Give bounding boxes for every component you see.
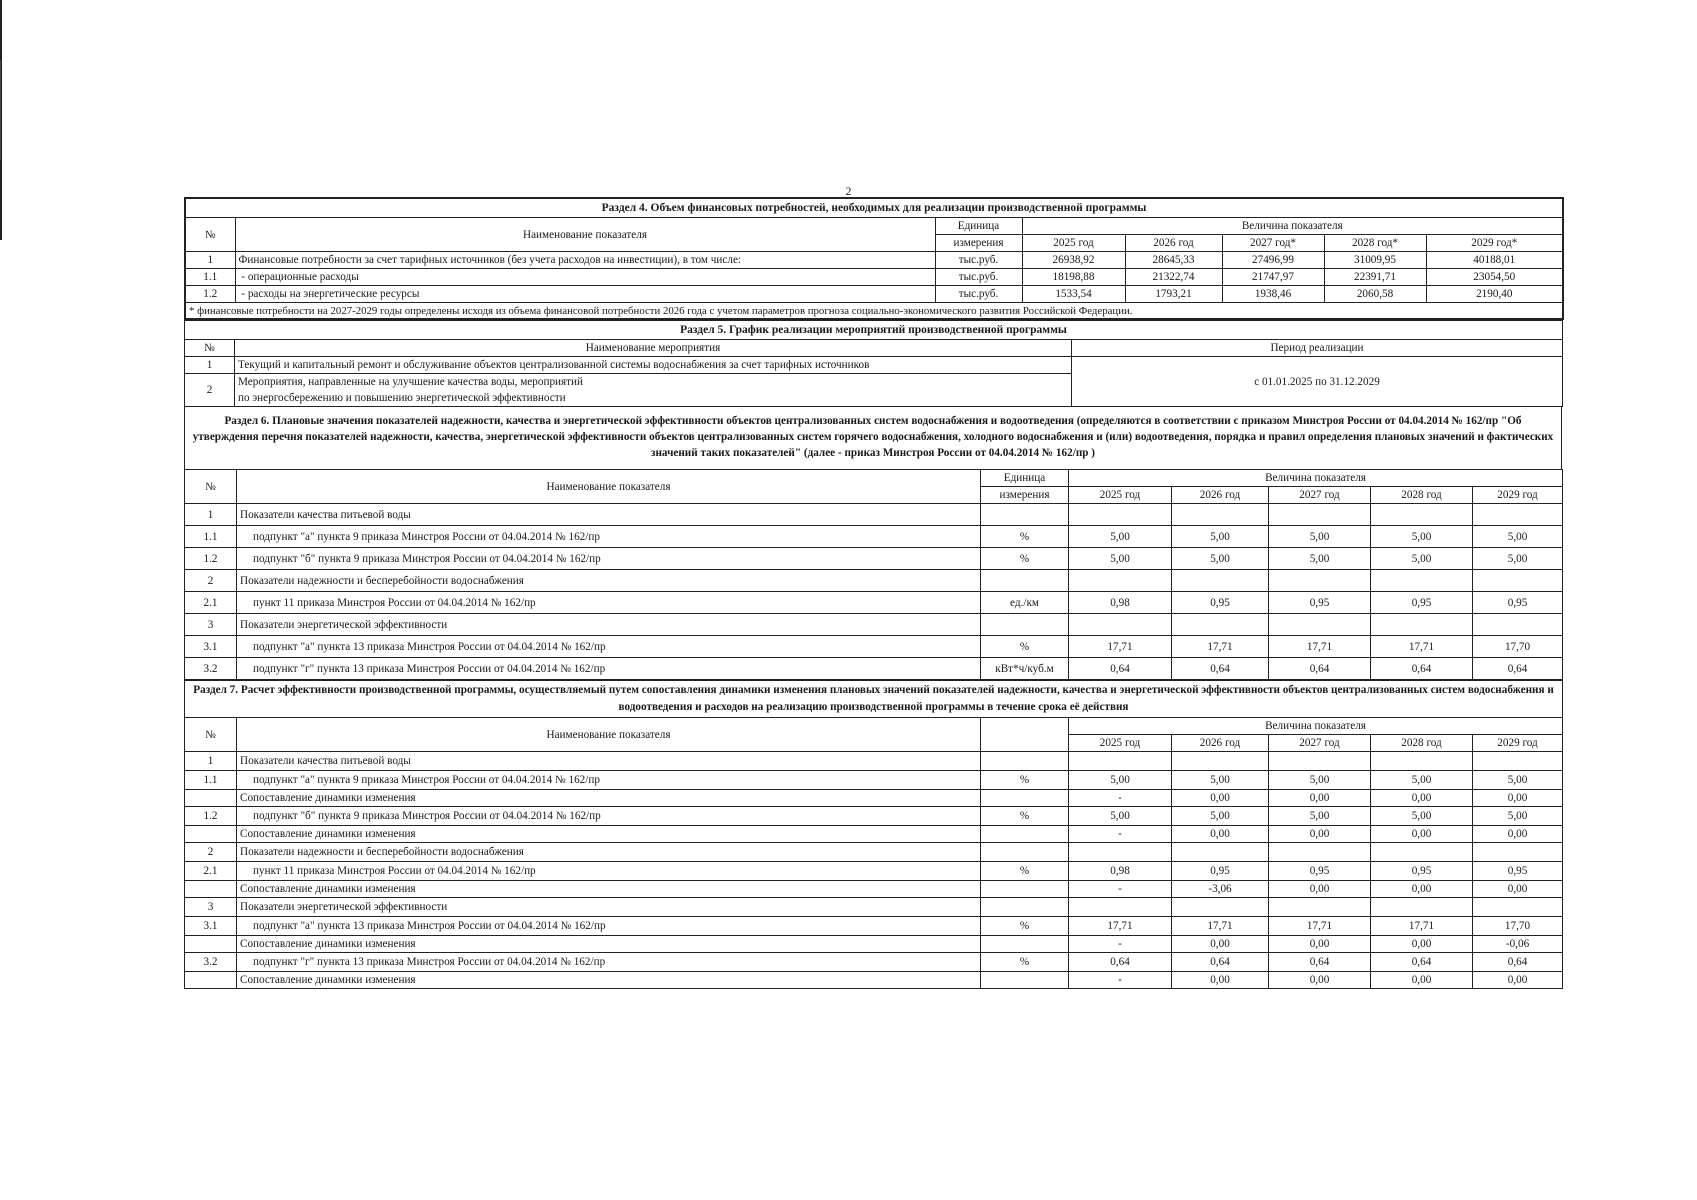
row-name: пункт 11 приказа Минстроя России от 04.04.2014 № 162/пр bbox=[237, 592, 981, 614]
row-name: Показатели надежности и бесперебойности водоснабжения bbox=[237, 570, 981, 592]
row-num: 2 bbox=[185, 843, 237, 862]
compare-label: Сопоставление динамики изменения bbox=[237, 826, 981, 843]
row-value: 5,00 bbox=[1172, 548, 1269, 570]
row-value: 0,95 bbox=[1371, 862, 1473, 881]
row-num: 2.1 bbox=[185, 592, 237, 614]
row-unit bbox=[981, 898, 1069, 917]
table-row bbox=[185, 790, 1563, 807]
row-unit bbox=[981, 843, 1069, 862]
row-value: 5,00 bbox=[1269, 526, 1371, 548]
section6-rows bbox=[185, 504, 1563, 680]
row-value: 0,95 bbox=[1172, 862, 1269, 881]
section6-year: 2027 год bbox=[1269, 487, 1371, 504]
row-value bbox=[1069, 898, 1172, 917]
row-name: подпункт "б" пункта 9 приказа Минстроя России от 04.04.2014 № 162/пр bbox=[237, 548, 981, 570]
compare-label: Сопоставление динамики изменения bbox=[237, 972, 981, 989]
table-row bbox=[185, 357, 1563, 374]
compare-value: 0,00 bbox=[1172, 826, 1269, 843]
row-value: 23054,50 bbox=[1426, 269, 1563, 286]
row-value bbox=[1172, 898, 1269, 917]
table-row bbox=[185, 286, 1563, 303]
row-value: 5,00 bbox=[1172, 807, 1269, 826]
section5-col-name: Наименование мероприятия bbox=[235, 340, 1072, 357]
row-unit: кВт*ч/куб.м bbox=[981, 658, 1069, 680]
section7-year: 2029 год bbox=[1473, 735, 1563, 752]
row-value: 0,95 bbox=[1473, 592, 1563, 614]
section5-period: с 01.01.2025 по 31.12.2029 bbox=[1072, 357, 1563, 407]
row-name: - расходы на энергетические ресурсы bbox=[235, 286, 935, 303]
row-value: 2190,40 bbox=[1426, 286, 1563, 303]
row-value: 5,00 bbox=[1269, 807, 1371, 826]
compare-value: 0,00 bbox=[1473, 826, 1563, 843]
row-value bbox=[1371, 570, 1473, 592]
section6-col-value: Величина показателя bbox=[1069, 470, 1563, 487]
section6-col-unit-1: Единица bbox=[981, 470, 1069, 487]
row-value bbox=[1269, 898, 1371, 917]
row-num: 1 bbox=[185, 504, 237, 526]
row-unit bbox=[981, 790, 1069, 807]
row-value: 5,00 bbox=[1069, 526, 1172, 548]
row-num: 2.1 bbox=[185, 862, 237, 881]
row-name: подпункт "а" пункта 9 приказа Минстроя России от 04.04.2014 № 162/пр bbox=[237, 526, 981, 548]
table-row bbox=[185, 771, 1563, 790]
row-num: 1 bbox=[185, 752, 237, 771]
section4-col-unit-2: измерения bbox=[935, 235, 1022, 252]
compare-value: 0,00 bbox=[1269, 936, 1371, 953]
compare-label: Сопоставление динамики изменения bbox=[237, 936, 981, 953]
row-num: 3 bbox=[185, 898, 237, 917]
compare-value: 0,00 bbox=[1269, 881, 1371, 898]
row-value: 17,71 bbox=[1172, 636, 1269, 658]
section5-col-period: Период реализации bbox=[1072, 340, 1563, 357]
table-row bbox=[185, 862, 1563, 881]
row-value: 26938,92 bbox=[1022, 252, 1125, 269]
row-value: 0,64 bbox=[1269, 658, 1371, 680]
row-unit: ед./км bbox=[981, 592, 1069, 614]
section7-year: 2025 год bbox=[1069, 735, 1172, 752]
table-row bbox=[185, 526, 1563, 548]
row-name-line-2: по энергосбережению и повышению энергетической эффективности bbox=[238, 392, 566, 404]
row-value: 5,00 bbox=[1269, 548, 1371, 570]
row-num: 1.2 bbox=[185, 807, 237, 826]
table-row bbox=[185, 917, 1563, 936]
row-num: 1.1 bbox=[185, 526, 237, 548]
row-value: 0,64 bbox=[1371, 953, 1473, 972]
table-row bbox=[185, 953, 1563, 972]
row-num: 1 bbox=[185, 357, 235, 374]
row-value: 5,00 bbox=[1069, 807, 1172, 826]
section4-table bbox=[184, 197, 1564, 320]
row-value bbox=[1473, 843, 1563, 862]
row-unit: % bbox=[981, 548, 1069, 570]
table-row bbox=[185, 570, 1563, 592]
row-value bbox=[1172, 570, 1269, 592]
table-row bbox=[185, 636, 1563, 658]
row-unit: тыс.руб. bbox=[935, 252, 1022, 269]
section6-col-name: Наименование показателя bbox=[237, 470, 981, 504]
row-num: 3.1 bbox=[185, 917, 237, 936]
section6-year: 2029 год bbox=[1473, 487, 1563, 504]
row-num: 1.1 bbox=[185, 269, 235, 286]
section4-col-value: Величина показателя bbox=[1022, 218, 1563, 235]
row-unit bbox=[981, 614, 1069, 636]
row-value: 0,95 bbox=[1371, 592, 1473, 614]
row-value: 17,71 bbox=[1269, 636, 1371, 658]
row-value: 2060,58 bbox=[1324, 286, 1426, 303]
row-value: 17,71 bbox=[1172, 917, 1269, 936]
section6-table bbox=[184, 469, 1563, 680]
section7-year: 2026 год bbox=[1172, 735, 1269, 752]
row-unit: % bbox=[981, 771, 1069, 790]
row-name-line-1: Мероприятия, направленные на улучшение качества воды, мероприятий bbox=[238, 376, 584, 388]
row-value bbox=[1473, 898, 1563, 917]
row-value: 21322,74 bbox=[1125, 269, 1222, 286]
row-name: подпункт "а" пункта 13 приказа Минстроя России от 04.04.2014 № 162/пр bbox=[237, 636, 981, 658]
row-unit bbox=[981, 826, 1069, 843]
row-unit: тыс.руб. bbox=[935, 286, 1022, 303]
section6-year: 2025 год bbox=[1069, 487, 1172, 504]
table-row bbox=[185, 252, 1563, 269]
compare-value: - bbox=[1069, 826, 1172, 843]
row-value: 0,95 bbox=[1269, 592, 1371, 614]
row-value: 5,00 bbox=[1473, 807, 1563, 826]
row-num: 3.2 bbox=[185, 953, 237, 972]
row-value: 5,00 bbox=[1371, 526, 1473, 548]
row-value bbox=[1069, 570, 1172, 592]
row-value: 5,00 bbox=[1172, 771, 1269, 790]
compare-value: 0,00 bbox=[1473, 881, 1563, 898]
row-value: 5,00 bbox=[1473, 526, 1563, 548]
row-value: 18198,88 bbox=[1022, 269, 1125, 286]
row-unit: % bbox=[981, 953, 1069, 972]
compare-value: -3,06 bbox=[1172, 881, 1269, 898]
row-name: подпункт "а" пункта 13 приказа Минстроя России от 04.04.2014 № 162/пр bbox=[237, 917, 981, 936]
row-value bbox=[1269, 614, 1371, 636]
row-unit: % bbox=[981, 862, 1069, 881]
row-unit: % bbox=[981, 807, 1069, 826]
row-name: Показатели качества питьевой воды bbox=[237, 504, 981, 526]
table-row bbox=[185, 752, 1563, 771]
row-value: 1533,54 bbox=[1022, 286, 1125, 303]
compare-value: 0,00 bbox=[1371, 826, 1473, 843]
row-name: подпункт "а" пункта 9 приказа Минстроя России от 04.04.2014 № 162/пр bbox=[237, 771, 981, 790]
section6-col-num: № bbox=[185, 470, 237, 504]
compare-value: 0,00 bbox=[1371, 972, 1473, 989]
section7-rows bbox=[185, 752, 1563, 989]
row-value bbox=[1269, 752, 1371, 771]
row-value bbox=[1371, 898, 1473, 917]
row-num bbox=[185, 826, 237, 843]
compare-value: 0,00 bbox=[1371, 790, 1473, 807]
compare-value: 0,00 bbox=[1371, 936, 1473, 953]
compare-value: 0,00 bbox=[1172, 790, 1269, 807]
row-value bbox=[1371, 843, 1473, 862]
compare-value: - bbox=[1069, 936, 1172, 953]
section4-col-name: Наименование показателя bbox=[235, 218, 935, 252]
section4-year-2026: 2026 год bbox=[1125, 235, 1222, 252]
section4-year-2028: 2028 год* bbox=[1324, 235, 1426, 252]
row-value: 5,00 bbox=[1371, 548, 1473, 570]
row-value: 40188,01 bbox=[1426, 252, 1563, 269]
row-value bbox=[1269, 570, 1371, 592]
row-num: 1.2 bbox=[185, 548, 237, 570]
row-value: 0,64 bbox=[1371, 658, 1473, 680]
row-name: Показатели надежности и бесперебойности водоснабжения bbox=[237, 843, 981, 862]
row-name: Текущий и капитальный ремонт и обслуживание объектов централизованной системы водоснабжения за счет тарифных источников bbox=[235, 357, 1072, 374]
row-value: 0,98 bbox=[1069, 592, 1172, 614]
row-value: 5,00 bbox=[1473, 548, 1563, 570]
row-value: 17,71 bbox=[1371, 917, 1473, 936]
compare-value: 0,00 bbox=[1269, 790, 1371, 807]
table-row bbox=[185, 658, 1563, 680]
row-value: 5,00 bbox=[1473, 771, 1563, 790]
section7-col-value: Величина показателя bbox=[1069, 718, 1563, 735]
section7-col-unit bbox=[981, 718, 1069, 752]
row-unit bbox=[981, 936, 1069, 953]
compare-value: 0,00 bbox=[1371, 881, 1473, 898]
row-value bbox=[1069, 752, 1172, 771]
compare-value: 0,00 bbox=[1172, 936, 1269, 953]
row-value: 0,64 bbox=[1172, 658, 1269, 680]
row-value: 5,00 bbox=[1269, 771, 1371, 790]
row-value: 5,00 bbox=[1069, 548, 1172, 570]
compare-value: - bbox=[1069, 972, 1172, 989]
row-unit: тыс.руб. bbox=[935, 269, 1022, 286]
row-value: 0,64 bbox=[1172, 953, 1269, 972]
section5-col-num: № bbox=[185, 340, 235, 357]
compare-label: Сопоставление динамики изменения bbox=[237, 881, 981, 898]
row-value: 1793,21 bbox=[1125, 286, 1222, 303]
row-num: 3 bbox=[185, 614, 237, 636]
row-value bbox=[1269, 843, 1371, 862]
table-row bbox=[185, 826, 1563, 843]
row-unit: % bbox=[981, 526, 1069, 548]
row-value bbox=[1371, 504, 1473, 526]
row-num bbox=[185, 936, 237, 953]
compare-value: - bbox=[1069, 881, 1172, 898]
row-value: 0,64 bbox=[1269, 953, 1371, 972]
section7-title: Раздел 7. Расчет эффективности производственной программы, осуществляемый путем сопоставления динамики изменения плановых значений показателей надежности, качества и энергетической эффективности объектов централизованных систем водоснабжения и водоотведения и расходов на реализацию производственной программы в течение срока её действия bbox=[185, 681, 1563, 718]
row-value: 17,70 bbox=[1473, 917, 1563, 936]
row-unit bbox=[981, 504, 1069, 526]
document-body bbox=[184, 197, 1562, 989]
row-unit: % bbox=[981, 917, 1069, 936]
row-value bbox=[1172, 504, 1269, 526]
compare-value: 0,00 bbox=[1473, 972, 1563, 989]
table-row bbox=[185, 936, 1563, 953]
row-num: 3.2 bbox=[185, 658, 237, 680]
row-value: 0,64 bbox=[1473, 953, 1563, 972]
section7-year: 2027 год bbox=[1269, 735, 1371, 752]
section4-year-2025: 2025 год bbox=[1022, 235, 1125, 252]
section4-year-2027: 2027 год* bbox=[1222, 235, 1324, 252]
compare-value: 0,00 bbox=[1473, 790, 1563, 807]
row-name: - операционные расходы bbox=[235, 269, 935, 286]
row-unit bbox=[981, 881, 1069, 898]
row-value bbox=[1371, 614, 1473, 636]
row-value: 17,71 bbox=[1069, 636, 1172, 658]
row-name: подпункт "г" пункта 13 приказа Минстроя России от 04.04.2014 № 162/пр bbox=[237, 658, 981, 680]
row-name: Показатели энергетической эффективности bbox=[237, 898, 981, 917]
row-value bbox=[1473, 570, 1563, 592]
row-name: Финансовые потребности за счет тарифных источников (без учета расходов на инвестиции), в том числе: bbox=[235, 252, 935, 269]
row-value: 5,00 bbox=[1371, 771, 1473, 790]
row-value: 5,00 bbox=[1069, 771, 1172, 790]
row-value: 0,95 bbox=[1269, 862, 1371, 881]
row-value: 0,64 bbox=[1069, 658, 1172, 680]
row-value: 0,95 bbox=[1473, 862, 1563, 881]
row-value bbox=[1473, 504, 1563, 526]
section5-table bbox=[184, 320, 1563, 407]
row-name: Показатели энергетической эффективности bbox=[237, 614, 981, 636]
row-unit bbox=[981, 972, 1069, 989]
row-value: 21747,97 bbox=[1222, 269, 1324, 286]
section7-col-name: Наименование показателя bbox=[237, 718, 981, 752]
row-num: 1 bbox=[185, 252, 235, 269]
compare-value: 0,00 bbox=[1172, 972, 1269, 989]
row-unit: % bbox=[981, 636, 1069, 658]
row-value: 5,00 bbox=[1172, 526, 1269, 548]
row-value: 31009,95 bbox=[1324, 252, 1426, 269]
row-name: Показатели качества питьевой воды bbox=[237, 752, 981, 771]
row-value: 17,71 bbox=[1371, 636, 1473, 658]
row-value: 0,64 bbox=[1473, 658, 1563, 680]
row-value: 17,71 bbox=[1069, 917, 1172, 936]
section4-year-2029: 2029 год* bbox=[1426, 235, 1563, 252]
section6-year: 2026 год bbox=[1172, 487, 1269, 504]
table-row bbox=[185, 881, 1563, 898]
row-value bbox=[1269, 504, 1371, 526]
compare-label: Сопоставление динамики изменения bbox=[237, 790, 981, 807]
table-row bbox=[185, 548, 1563, 570]
section6-year: 2028 год bbox=[1371, 487, 1473, 504]
row-unit bbox=[981, 752, 1069, 771]
row-name: пункт 11 приказа Минстроя России от 04.04.2014 № 162/пр bbox=[237, 862, 981, 881]
row-value bbox=[1172, 752, 1269, 771]
row-value: 17,71 bbox=[1269, 917, 1371, 936]
row-value: 28645,33 bbox=[1125, 252, 1222, 269]
row-num: 1.1 bbox=[185, 771, 237, 790]
row-value bbox=[1172, 614, 1269, 636]
table-row bbox=[185, 614, 1563, 636]
row-num: 1.2 bbox=[185, 286, 235, 303]
row-name bbox=[235, 374, 1072, 407]
section6-col-unit-2: измерения bbox=[981, 487, 1069, 504]
section4-col-num: № bbox=[185, 218, 235, 252]
table-row bbox=[185, 807, 1563, 826]
row-value bbox=[1473, 614, 1563, 636]
row-value: 1938,46 bbox=[1222, 286, 1324, 303]
row-num: 2 bbox=[185, 374, 235, 407]
compare-value: -0,06 bbox=[1473, 936, 1563, 953]
row-name: подпункт "б" пункта 9 приказа Минстроя России от 04.04.2014 № 162/пр bbox=[237, 807, 981, 826]
row-value bbox=[1069, 504, 1172, 526]
row-num bbox=[185, 790, 237, 807]
table-row bbox=[185, 592, 1563, 614]
table-row bbox=[185, 972, 1563, 989]
section7-table bbox=[184, 680, 1563, 989]
row-value: 0,95 bbox=[1172, 592, 1269, 614]
scan-edge-mark-2 bbox=[0, 60, 1, 160]
section4-col-unit-1: Единица bbox=[935, 218, 1022, 235]
row-value bbox=[1172, 843, 1269, 862]
section6-title: Раздел 6. Плановые значения показателей надежности, качества и энергетической эффективности объектов централизованных систем водоснабжения и водоотведения (определяются в соответствии с приказом Минстроя России от 04.04.2014 № 162/пр "Об утверждения перечня показателей надежности, качества, энергетической эффективности объектов централизованных систем горячего водоснабжения, холодного водоснабжения и (или) водоотведения, порядка и правил определения плановых значений и фактических значений таких показателей" (далее - приказ Минстроя России от 04.04.2014 № 162/пр ) bbox=[184, 407, 1562, 469]
row-value: 5,00 bbox=[1371, 807, 1473, 826]
row-num: 2 bbox=[185, 570, 237, 592]
row-value bbox=[1069, 843, 1172, 862]
table-row bbox=[185, 898, 1563, 917]
compare-value: - bbox=[1069, 790, 1172, 807]
row-value: 27496,99 bbox=[1222, 252, 1324, 269]
row-value: 0,64 bbox=[1069, 953, 1172, 972]
row-name: подпункт "г" пункта 13 приказа Минстроя России от 04.04.2014 № 162/пр bbox=[237, 953, 981, 972]
row-num bbox=[185, 881, 237, 898]
row-value bbox=[1069, 614, 1172, 636]
row-unit bbox=[981, 570, 1069, 592]
compare-value: 0,00 bbox=[1269, 826, 1371, 843]
section7-col-num: № bbox=[185, 718, 237, 752]
section5-title: Раздел 5. График реализации мероприятий производственной программы bbox=[185, 321, 1563, 340]
section4-title: Раздел 4. Объем финансовых потребностей, необходимых для реализации производственной программы bbox=[185, 198, 1563, 218]
row-value: 22391,71 bbox=[1324, 269, 1426, 286]
table-row bbox=[185, 843, 1563, 862]
table-row bbox=[185, 504, 1563, 526]
compare-value: 0,00 bbox=[1269, 972, 1371, 989]
row-value: 17,70 bbox=[1473, 636, 1563, 658]
row-num bbox=[185, 972, 237, 989]
table-row bbox=[185, 269, 1563, 286]
section7-year: 2028 год bbox=[1371, 735, 1473, 752]
row-value: 0,98 bbox=[1069, 862, 1172, 881]
section4-note: * финансовые потребности на 2027-2029 годы определены исходя из объема финансовой потребности 2026 года с учетом параметров прогноза социально-экономического развития Российской Федерации. bbox=[185, 303, 1563, 320]
page-number: 2 bbox=[845, 184, 852, 198]
row-num: 3.1 bbox=[185, 636, 237, 658]
row-value bbox=[1371, 752, 1473, 771]
row-value bbox=[1473, 752, 1563, 771]
